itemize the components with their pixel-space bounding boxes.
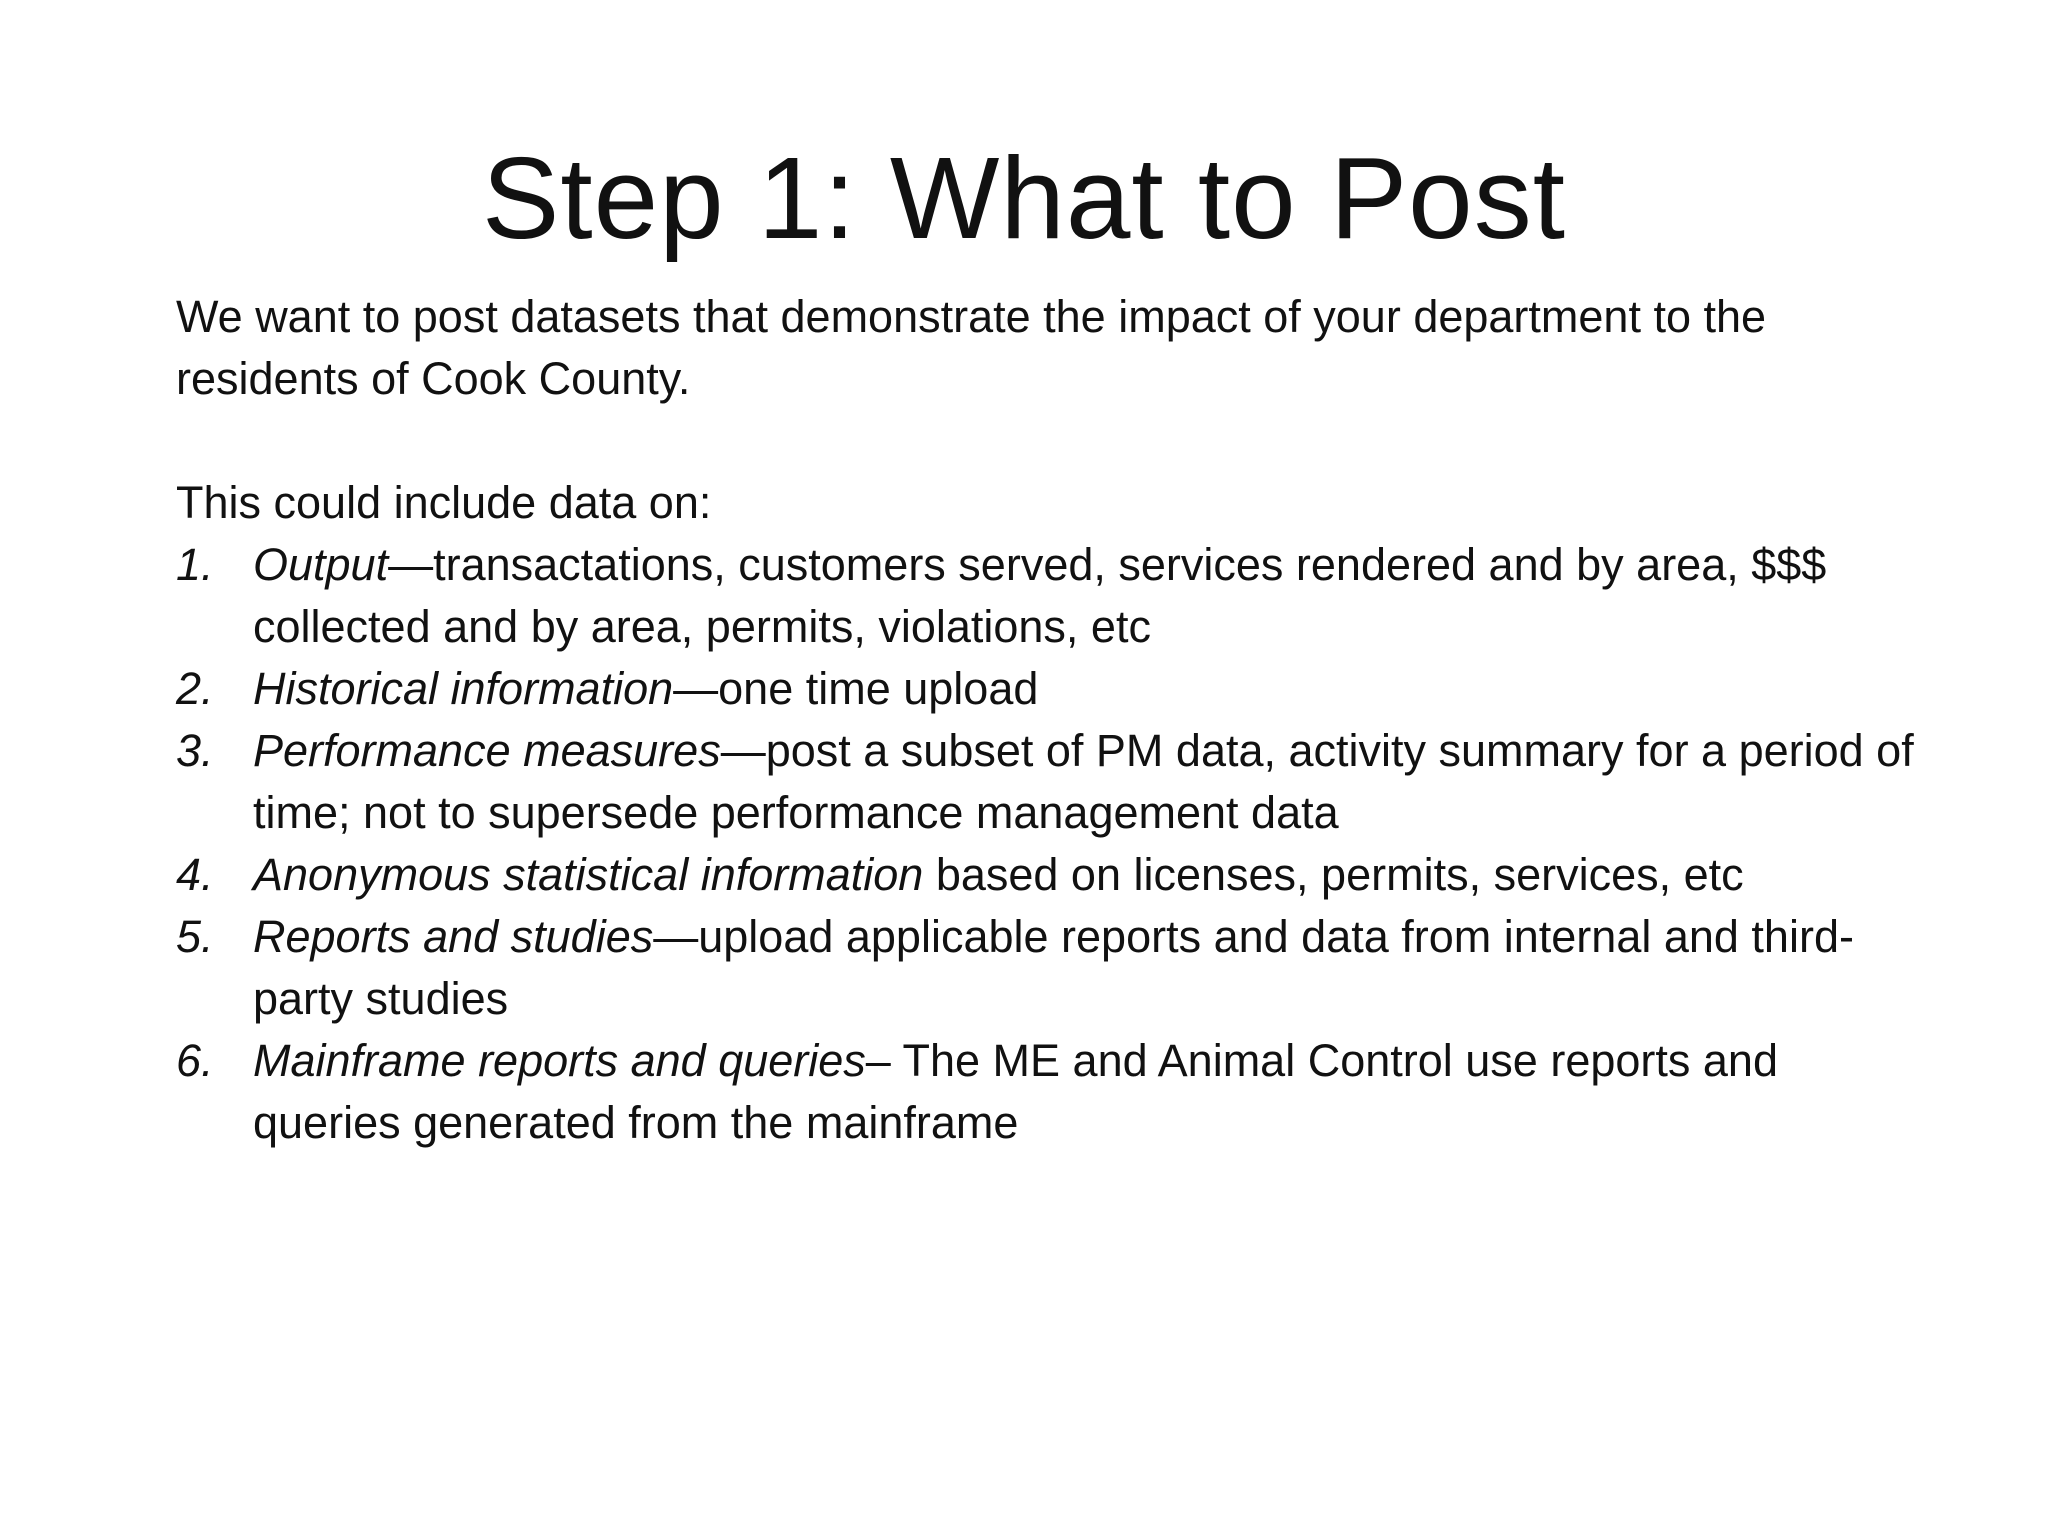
list-item-lead: Reports and studies: [253, 911, 654, 962]
slide-body: [176, 286, 1916, 1154]
list-item: [176, 534, 1916, 658]
list-item-lead: Mainframe reports and queries: [253, 1035, 866, 1086]
list-item: [176, 906, 1916, 1030]
list-item-number: 6.: [176, 1035, 214, 1086]
list-item: [176, 720, 1916, 844]
list-item: [176, 844, 1916, 906]
list-item-text: —transactations, customers served, services rendered and by area, $$$ collected and by area, permits, violations, etc: [253, 539, 1827, 652]
list-item-text: —post a subset of PM data, activity summary for a period of time; not to supersede performance management data: [253, 725, 1914, 838]
list-item-number: 3.: [176, 725, 214, 776]
list-item-lead: Historical information: [253, 663, 674, 714]
list-item-text: based on licenses, permits, services, etc: [923, 849, 1744, 900]
paragraph-spacer: [176, 410, 1916, 472]
list-item-number: 4.: [176, 849, 214, 900]
list-item-lead: Performance measures: [253, 725, 721, 776]
list-item-text: —one time upload: [673, 663, 1039, 714]
list-item-number: 1.: [176, 539, 214, 590]
list-heading: This could include data on:: [176, 477, 712, 528]
intro-paragraph: We want to post datasets that demonstrate the impact of your department to the residents of Cook County.: [176, 291, 1767, 404]
list-item: [176, 1030, 1916, 1154]
list-item-lead: Anonymous statistical information: [253, 849, 924, 900]
data-types-list: [176, 534, 1916, 1154]
slide-title: Step 1: What to Post: [482, 133, 1566, 263]
list-item-number: 2.: [176, 663, 214, 714]
list-item-lead: Output: [253, 539, 389, 590]
list-item-number: 5.: [176, 911, 214, 962]
list-item-text: —upload applicable reports and data from internal and third-party studies: [253, 911, 1854, 1024]
list-item-text: – The ME and Animal Control use reports and queries generated from the mainframe: [253, 1035, 1778, 1148]
list-item: [176, 658, 1916, 720]
